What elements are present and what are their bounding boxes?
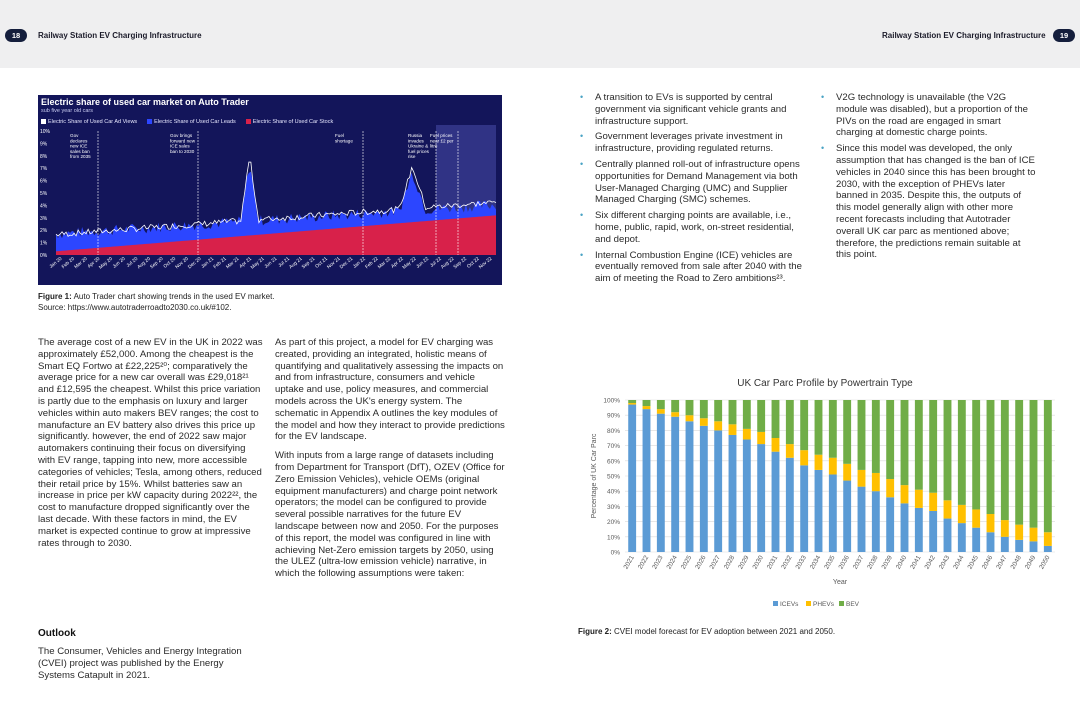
annotation-label: Fuel prices near £2 per litre [430,133,454,149]
bar-segment-icevs [1015,540,1023,552]
autotrader-chart [38,95,502,285]
bar-segment-phevs [872,473,880,491]
bar-segment-bev [1030,400,1038,528]
legend-label: PHEVs [813,601,834,608]
bar-segment-bev [815,400,823,455]
uk-chart-title: UK Car Parc Profile by Powertrain Type [737,378,913,389]
autotrader-chart-title: Electric share of used car market on Auto Trader [41,97,249,107]
x-tick-label: Oct 20 [163,256,178,270]
bar-segment-bev [714,400,722,421]
x-tick-label: 2047 [995,554,1009,571]
x-tick-label: 2049 [1023,554,1038,571]
bar-segment-bev [671,400,679,412]
x-tick-label: 2044 [952,554,966,571]
bar-segment-bev [657,400,665,409]
x-tick-label: Mar 21 [225,256,241,271]
x-tick-label: Jan 20 [49,256,64,270]
bar-segment-phevs [958,505,966,523]
list-item: • Government leverages private investment in infrastructure, providing regulated returns. [580,131,783,155]
bar-segment-icevs [1001,537,1009,552]
bar-segment-icevs [772,452,780,552]
list-item: • Centrally planned roll-out of infrastructure opens opportunities for Demand Management via both User-Managed Charging (UMC) and Supplier Managed Charging (SMC) schemes. [580,158,800,206]
bar-segment-icevs [657,414,665,552]
x-tick-label: 2045 [966,554,980,571]
bar-segment-icevs [886,497,894,552]
list-item: • V2G technology is unavailable (the V2G module was disabled), but a proportion of the PIVs on the road are engaged in smart charging at domestic charge points. [821,92,1028,139]
x-tick-label: Jun 22 [415,256,431,270]
x-tick-label: Nov 21 [326,256,342,271]
bar-segment-icevs [643,409,651,552]
bar-segment-bev [729,400,737,424]
bar-segment-bev [901,400,909,485]
x-tick-label: Feb 20 [61,256,76,271]
y-tick-label: 5% [40,191,48,197]
x-tick-label: 2042 [923,554,937,571]
x-tick-label: Jun 21 [264,256,279,270]
y-tick-label: 1% [40,240,48,247]
x-tick-label: Jul 22 [429,256,443,269]
y-tick-label: 0% [40,253,48,259]
x-tick-label: May 20 [98,256,114,271]
left-column-2 [275,337,505,587]
uk-car-parc-chart [585,372,1065,617]
bar-segment-bev [929,400,937,493]
legend-swatch [839,601,844,606]
bar-segment-phevs [858,470,866,487]
y-tick-label: 3% [40,215,48,222]
bar-segment-phevs [901,485,909,503]
legend-label: ICEVs [780,601,799,608]
bar-segment-phevs [929,493,937,511]
y-tick-label: 40% [606,488,620,496]
paragraph: With inputs from a large range of datasets including from Department for Transport (DfT), OZEV (Office for Zero Emission Vehicles), vehicle OEMs (original equipment manufacturers) and charge point network operators; the model can be configured to provide several possible narratives for the future EV landscape between now and 2050. For the purposes of this report, the model was configured in line with achieving Net-Zero emission targets by 2050, using the ULEZ (ultra-low emission vehicle) narrative, in which the following assumptions were taken: [275,450,505,580]
bar-segment-bev [944,400,952,500]
bar-segment-icevs [743,440,751,552]
x-tick-label: Feb 21 [213,256,228,271]
bar-segment-phevs [772,438,780,452]
x-tick-label: Dec 21 [339,256,355,271]
bar-segment-icevs [671,417,679,552]
bar-segment-phevs [987,514,995,532]
x-tick-label: 2032 [780,554,794,571]
figure1-source: Source: https://www.autotraderroadto2030.co.uk/#102. [38,303,232,312]
x-tick-label: May 21 [250,256,266,271]
y-tick-label: 10% [40,129,51,135]
x-tick-label: Jul 20 [126,256,140,269]
y-tick-label: 90% [606,412,620,420]
annotation-label: Gov declares new ICE sales ban from 2035 [70,133,91,160]
x-tick-label: Jan 22 [352,256,367,270]
bar-segment-bev [643,400,651,406]
y-tick-label: 9% [40,141,48,148]
list-item: • Internal Combustion Engine (ICE) vehicles are eventually removed from sale after 2040 with the aim of meeting the Road to Zero ambitions²³. [580,249,802,285]
x-tick-label: 2038 [866,554,880,571]
bar-segment-icevs [729,435,737,552]
y-tick-label: 6% [40,178,48,185]
x-tick-label: Oct 21 [314,256,329,270]
x-tick-label: Sep 20 [149,256,165,271]
y-tick-label: 8% [40,153,48,160]
bar-segment-bev [686,400,694,415]
left-page-number: 18 [5,29,27,42]
x-tick-label: 2026 [694,554,708,571]
x-tick-label: 2024 [665,554,679,571]
y-tick-label: 70% [606,443,620,451]
bar-segment-icevs [843,481,851,552]
x-tick-label: Sep 22 [453,256,468,271]
bar-segment-icevs [858,487,866,552]
x-tick-label: 2046 [980,554,995,571]
bar-segment-phevs [886,479,894,497]
bar-segment-bev [843,400,851,464]
y-axis-label: Percentage of UK Car Parc [591,433,598,519]
x-tick-label: 2030 [751,554,765,571]
x-tick-label: 2033 [794,554,808,571]
bar-segment-phevs [1001,520,1009,537]
x-tick-label: Apr 21 [238,256,253,270]
x-tick-label: Feb 22 [364,256,380,271]
legend-swatch [806,601,811,606]
bar-segment-phevs [743,429,751,440]
y-tick-label: 0% [610,549,620,557]
bar-segment-icevs [829,474,837,552]
bar-segment-phevs [757,432,765,444]
bar-segment-icevs [915,508,923,552]
x-tick-label: Dec 20 [187,256,203,271]
bar-segment-bev [1015,400,1023,525]
bar-segment-bev [958,400,966,505]
x-tick-label: Sep 21 [301,256,317,271]
paragraph: The average cost of a new EV in the UK in 2022 was approximately £52,000. Among the cheapest is the Smart EQ Fortwo at £22,225²⁰; comparatively the average price for a new car overall was £29,018²¹ and £12,595 the cheapest. Whilst this price variation is partly due to the emphasis on luxury and larger vehicles within auto makers BEV ranges; the cost to manufacture an EV battery also drives this price up significantly. however, the end of 2022 saw major automakers continuing their focus on diversifying with EV range, tapping into new, more accessible categories of vehicles; Tesla, among others, reduced their retail price by 15%. Whilst batteries saw an increase in price per kW capacity during 2022²², the cost to manufacture dropped significantly over the last decade. With these factors in mind, the EV market is expected continue to grow at impressive rates through to 2030. [38,337,263,549]
legend-item-leads: Electric Share of Used Car Leads [147,119,236,125]
bar-segment-phevs [800,450,808,465]
bar-segment-phevs [1030,528,1038,542]
autotrader-chart-subtitle: sub five year old cars [41,108,93,114]
bar-segment-icevs [700,426,708,552]
x-tick-label: Jan 21 [200,256,216,270]
x-tick-label: 2029 [737,554,751,571]
bar-segment-icevs [815,470,823,552]
x-tick-label: 2034 [808,554,823,571]
x-tick-label: Jul 21 [277,256,291,269]
right-running-title: Railway Station EV Charging Infrastructure [882,31,1046,40]
y-tick-label: 4% [40,203,48,210]
right-page-number: 19 [1053,29,1075,42]
figure2-caption: Figure 2: CVEI model forecast for EV adoption between 2021 and 2050. [578,627,836,636]
legend-item-ad-views: Electric Share of Used Car Ad Views [41,119,137,125]
x-tick-label: 2043 [937,554,952,571]
outlook-heading: Outlook [38,628,76,639]
x-tick-label: Jun 20 [112,256,127,270]
annotation-label: Russia invades Ukraine & fuel prices rise [408,133,429,160]
x-tick-label: 2025 [679,554,694,571]
bar-segment-phevs [686,415,694,421]
y-tick-label: 60% [606,458,620,466]
x-tick-label: Mar 20 [73,256,89,271]
x-tick-label: 2041 [909,554,923,571]
bar-segment-phevs [671,412,679,417]
bar-segment-phevs [643,406,651,409]
x-tick-label: 2031 [765,554,780,571]
bar-segment-icevs [972,528,980,552]
bar-segment-bev [987,400,995,514]
bar-segment-bev [829,400,837,458]
autotrader-chart-legend [41,119,333,125]
bar-segment-icevs [958,523,966,552]
bar-segment-phevs [815,455,823,470]
x-tick-label: 2037 [851,554,866,571]
bar-segment-bev [1044,400,1052,532]
x-tick-label: 2035 [823,554,837,571]
x-tick-label: Aug 22 [440,256,456,271]
x-tick-label: 2050 [1038,554,1052,571]
list-item: • A transition to EVs is supported by central government via significant vehicle grants and infrastructure support. [580,92,787,127]
annotation-label: Fuel shortage [335,133,353,144]
assumption-list-1 [578,92,806,289]
bar-segment-icevs [800,465,808,552]
legend-swatch [773,601,778,606]
x-tick-label: Mar 22 [377,256,393,271]
y-tick-label: 30% [606,503,620,511]
bar-segment-phevs [714,421,722,430]
x-tick-label: 2028 [722,554,737,571]
bar-segment-phevs [972,509,980,527]
x-tick-label: 2048 [1009,554,1023,571]
bar-segment-bev [886,400,894,479]
x-tick-label: 2023 [651,554,665,571]
bar-segment-phevs [700,418,708,426]
x-tick-label: 2027 [708,554,722,571]
x-tick-label: May 22 [402,256,418,271]
bar-segment-bev [772,400,780,438]
bar-segment-icevs [944,519,952,552]
paragraph: As part of this project, a model for EV charging was created, providing an integrated, holistic means of quantifying and qualitatively assessing the impacts on and from infrastructure, consumers and vehicle uptake and use, policy measures, and commercial models across the UK's energy system. The schematic in Appendix A outlines the key modules of the model and how they interact to provide predictions for the EV landscape. [275,337,505,443]
y-tick-label: 7% [40,166,48,173]
bar-segment-bev [786,400,794,444]
bar-segment-icevs [929,511,937,552]
y-tick-label: 50% [606,473,620,481]
bar-segment-bev [757,400,765,432]
bar-segment-icevs [757,444,765,552]
bar-segment-phevs [944,500,952,518]
bar-segment-bev [915,400,923,490]
y-tick-label: 100% [603,397,620,405]
bar-segment-bev [858,400,866,470]
legend-item-stock: Electric Share of Used Car Stock [246,119,333,125]
x-tick-label: 2040 [894,554,909,571]
left-running-title: Railway Station EV Charging Infrastructure [38,31,202,40]
assumption-list-2 [819,92,1037,265]
list-item: • Six different charging points are available, i.e., home, public, rapid, work, on-street residential, and depot. [580,210,794,245]
x-tick-label: Apr 20 [87,256,102,270]
y-tick-label: 2% [40,228,48,235]
x-tick-label: Aug 21 [288,256,304,271]
bar-segment-bev [1001,400,1009,520]
bar-segment-phevs [829,458,837,475]
left-column-1 [38,337,263,556]
list-item: • Since this model was developed, the only assumption that has changed is the ban of ICE vehicles in 2040 since this has been brought to 2030, with the exception of PHEVs later banned in 2035. Despite this, the outputs of this model generally align with other more recent forecasts including that Autotrader overall UK car parc as mentioned above; therefore, the predictions remain suitable at this point. [821,143,1036,261]
page-header [0,0,1080,68]
bar-segment-phevs [729,424,737,435]
bar-segment-icevs [987,532,995,552]
bar-segment-icevs [786,458,794,552]
bar-segment-icevs [872,491,880,552]
bar-segment-bev [743,400,751,429]
x-tick-label: Oct 22 [466,256,481,270]
bar-segment-icevs [628,405,636,552]
legend-label: BEV [846,601,860,608]
uk-chart-plot [585,372,1065,617]
bar-segment-bev [872,400,880,473]
bar-segment-bev [972,400,980,509]
bar-segment-phevs [1015,525,1023,540]
x-tick-label: Nov 22 [478,256,494,271]
outlook-paragraph: The Consumer, Vehicles and Energy Integration (CVEI) project was published by the Energy Systems Catapult in 2021. [38,646,242,681]
y-tick-label: 10% [606,534,620,542]
bar-segment-icevs [1044,546,1052,552]
bar-segment-phevs [786,444,794,458]
x-tick-label: Apr 22 [390,256,405,270]
annotation-label: Gov brings forward new ICE sales ban to 2030 [170,133,196,154]
bar-segment-phevs [657,409,665,414]
bar-segment-icevs [901,503,909,552]
bar-segment-phevs [915,490,923,508]
y-tick-label: 20% [606,519,620,527]
bar-segment-icevs [1030,541,1038,552]
x-tick-label: 2036 [837,554,851,571]
x-tick-label: 2021 [622,554,636,571]
bar-segment-icevs [714,430,722,552]
bar-segment-icevs [686,421,694,552]
x-tick-label: 2022 [636,554,651,571]
figure1-caption: Figure 1: Auto Trader chart showing trends in the used EV market. Source: https://www.autotraderroadto2030.co.uk/#102. [38,292,275,312]
y-tick-label: 80% [606,427,620,435]
x-tick-label: Aug 20 [136,256,152,271]
bar-segment-phevs [843,464,851,481]
bar-segment-bev [700,400,708,418]
bar-segment-phevs [628,403,636,405]
bar-segment-phevs [1044,532,1052,546]
x-tick-label: 2039 [880,554,894,571]
bar-segment-bev [628,400,636,403]
bar-segment-bev [800,400,808,450]
x-axis-label: Year [832,579,848,586]
x-tick-label: Nov 20 [174,256,190,271]
